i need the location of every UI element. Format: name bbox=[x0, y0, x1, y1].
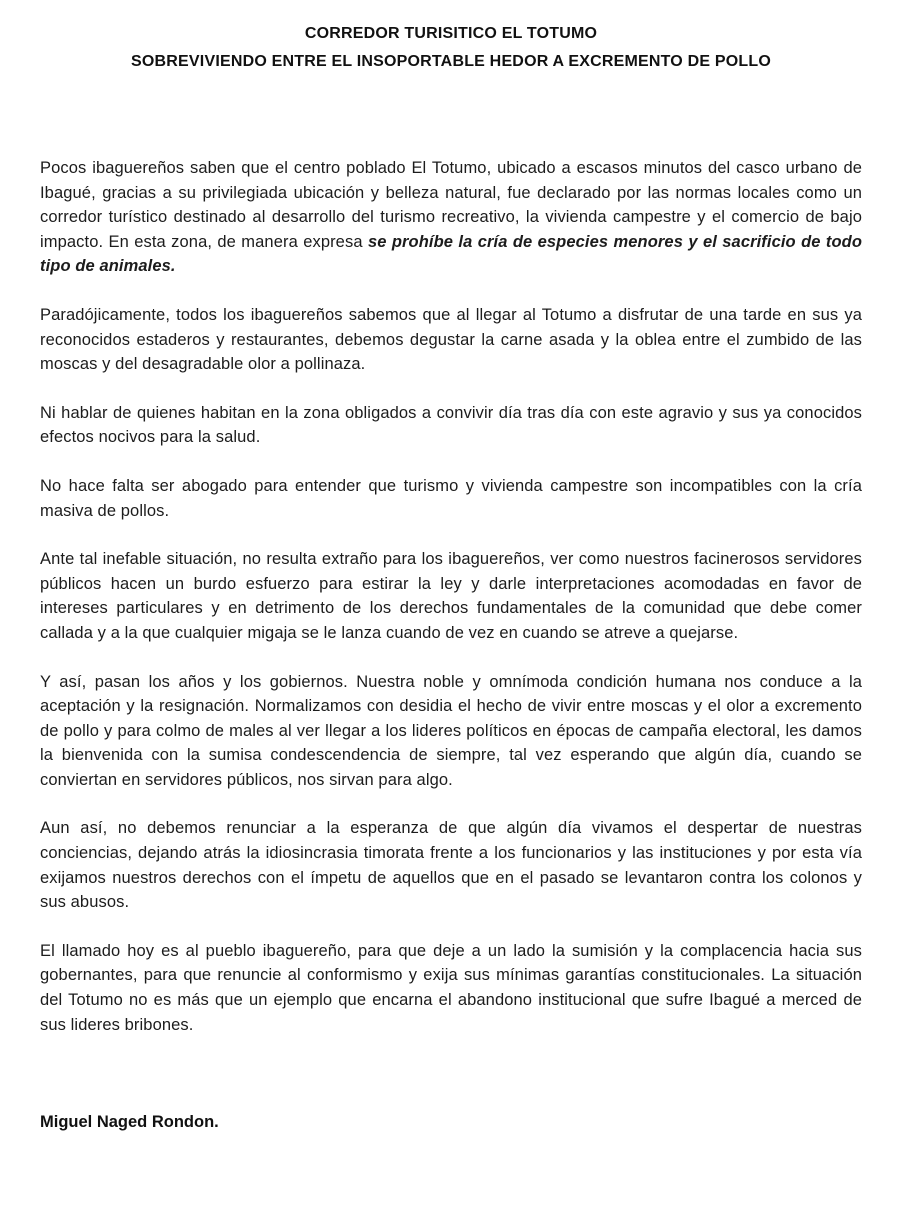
title-line-1: CORREDOR TURISITICO EL TOTUMO bbox=[304, 25, 598, 42]
document-title bbox=[40, 20, 862, 76]
paragraph-1-lead: Pocos ibaguereños saben que el centro poblado El Totumo, ubicado a escasos minutos del casco urbano de Ibagué, gracias a su privilegiada ubicación y belleza natural, fue declarado por las normas locales como un corredor turístico destinado al desarrollo del turismo recreativo, la vivienda campestre y el comercio de bajo impacto. En esta zona, de manera expresa bbox=[40, 159, 862, 251]
paragraph-1 bbox=[40, 156, 862, 279]
paragraph-3: Ni hablar de quienes habitan en la zona obligados a convivir día tras día con este agravio y sus ya conocidos efectos nocivos para la salud. bbox=[40, 403, 862, 447]
document-body bbox=[40, 156, 862, 1037]
paragraph-2: Paradójicamente, todos los ibaguereños sabemos que al llegar al Totumo a disfrutar de una tarde en sus ya reconocidos estaderos y restaurantes, debemos degustar la carne asada y la oblea entre el zumbido de las moscas y del desagradable olor a pollinaza. bbox=[40, 305, 862, 374]
paragraph-1-emphasis: se prohíbe la cría de especies menores y el sacrificio de todo tipo de animales. bbox=[40, 232, 863, 276]
paragraph-4: No hace falta ser abogado para entender que turismo y vivienda campestre son incompatibles con la cría masiva de pollos. bbox=[40, 476, 862, 520]
paragraph-5: Ante tal inefable situación, no resulta extraño para los ibaguereños, ver como nuestros facinerosos servidores públicos hacen un burdo esfuerzo para estirar la ley y darle interpretaciones acomodadas en favor de intereses particulares y en detrimento de los derechos fundamentales de la comunidad que debe comer callada y a la que cualquier migaja se le lanza cuando de vez en cuando se atreve a quejarse. bbox=[40, 550, 862, 642]
paragraph-8: El llamado hoy es al pueblo ibaguereño, para que deje a un lado la sumisión y la complacencia hacia sus gobernantes, para que renuncie al conformismo y exija sus mínimas garantías constitucionales. La situación del Totumo no es más que un ejemplo que encarna el abandono institucional que sufre Ibagué a merced de sus lideres bribones. bbox=[40, 941, 862, 1034]
title-line-2: SOBREVIVIENDO ENTRE EL INSOPORTABLE HEDOR A EXCREMENTO DE POLLO bbox=[131, 53, 771, 70]
paragraph-7: Aun así, no debemos renunciar a la esperanza de que algún día vivamos el despertar de nuestras conciencias, dejando atrás la idiosincrasia timorata frente a los funcionarios y las instituciones y por esta vía exijamos nuestros derechos con el ímpetu de aquellos que en el pasado se levantaron contra los colonos y sus abusos. bbox=[40, 819, 862, 912]
signature: Miguel Naged Rondon. bbox=[40, 1113, 219, 1132]
paragraph-6: Y así, pasan los años y los gobiernos. Nuestra noble y omnímoda condición humana nos conduce a la aceptación y la resignación. Normalizamos con desidia el hecho de vivir entre moscas y el olor a excremento de pollo y para colmo de males al ver llegar a los lideres políticos en épocas de campaña electoral, les damos la bienvenida con la sumisa condescendencia de siempre, tal vez esperando que algún día, cuando se conviertan en servidores públicos, nos sirvan para algo. bbox=[40, 672, 862, 789]
